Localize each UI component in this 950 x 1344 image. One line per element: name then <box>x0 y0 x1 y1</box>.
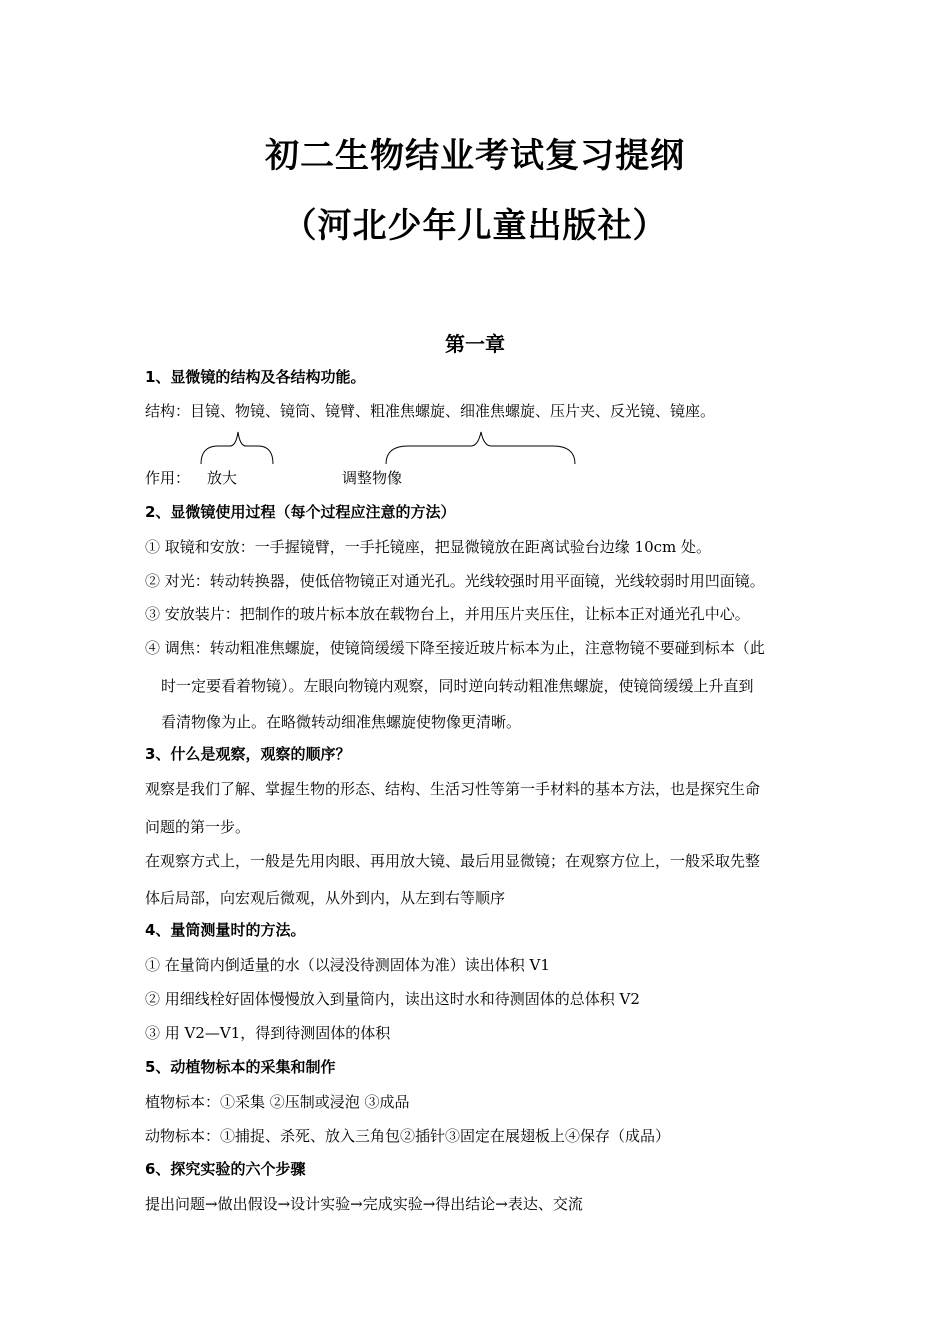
section-3-heading: 3、什么是观察，观察的顺序？ <box>145 745 351 763</box>
cylinder-step-2: ② 用细线栓好固体慢慢放入到量筒内，读出这时水和待测固体的总体积 V2 <box>145 990 640 1008</box>
observation-order-line-1: 在观察方式上，一般是先用肉眼、再用放大镜、最后用显微镜；在观察方位上，一般采取先整 <box>145 852 761 870</box>
function-adjust-image: 调整物像 <box>342 469 403 487</box>
microscope-structure-text: 结构：目镜、物镜、镜筒、镜臂、粗准焦螺旋、细准焦螺旋、压片夹、反光镜、镜座。 <box>145 402 716 420</box>
section-1-heading: 1、显微镜的结构及各结构功能。 <box>145 368 366 386</box>
microscope-step-4-line-3: 看清物像为止。在略微转动细准焦螺旋使物像更清晰。 <box>161 713 522 731</box>
microscope-step-2: ② 对光：转动转换器，使低倍物镜正对通光孔。光线较强时用平面镜，光线较弱时用凹面镜。 <box>145 572 765 590</box>
observation-order-line-2: 体后局部，向宏观后微观，从外到内，从左到右等顺序 <box>145 889 506 907</box>
document-title: 初二生物结业考试复习提纲 <box>265 136 685 176</box>
section-6-heading: 6、探究实验的六个步骤 <box>145 1160 306 1178</box>
inquiry-steps-text: 提出问题→做出假设→设计实验→完成实验→得出结论→表达、交流 <box>145 1195 583 1213</box>
observation-definition-line-1: 观察是我们了解、掌握生物的形态、结构、生活习性等第一手材料的基本方法，也是探究生命 <box>145 780 761 798</box>
cylinder-step-1: ① 在量筒内倒适量的水（以浸没待测固体为准）读出体积 V1 <box>145 956 550 974</box>
function-label: 作用： <box>145 469 191 487</box>
brace-adjust-image <box>383 428 579 466</box>
microscope-step-4-line-1: ④ 调焦：转动粗准焦螺旋，使镜筒缓缓下降至接近玻片标本为止，注意物镜不要碰到标本（此 <box>145 639 765 657</box>
microscope-step-1: ① 取镜和安放：一手握镜臂，一手托镜座，把显微镜放在距离试验台边缘 10cm 处。 <box>145 538 712 556</box>
function-magnify: 放大 <box>207 469 238 487</box>
observation-definition-line-2: 问题的第一步。 <box>145 818 251 836</box>
cylinder-step-3: ③ 用 V2—V1，得到待测固体的体积 <box>145 1024 391 1042</box>
section-5-heading: 5、动植物标本的采集和制作 <box>145 1058 336 1076</box>
microscope-step-4-line-2: 时一定要看着物镜）。左眼向物镜内观察，同时逆向转动粗准焦螺旋，使镜筒缓缓上升直到 <box>161 677 754 695</box>
section-2-heading: 2、显微镜使用过程（每个过程应注意的方法） <box>145 503 456 521</box>
plant-specimen-text: 植物标本：①采集 ②压制或浸泡 ③成品 <box>145 1093 410 1111</box>
microscope-step-3: ③ 安放装片：把制作的玻片标本放在载物台上，并用压片夹压住，让标本正对通光孔中心。 <box>145 605 750 623</box>
animal-specimen-text: 动物标本：①捕捉、杀死、放入三角包②插针③固定在展翅板上④保存（成品） <box>145 1127 671 1145</box>
section-4-heading: 4、量筒测量时的方法。 <box>145 921 306 939</box>
brace-magnify <box>198 428 278 466</box>
chapter-heading: 第一章 <box>445 332 505 356</box>
document-subtitle: （河北少年儿童出版社） <box>282 206 668 246</box>
